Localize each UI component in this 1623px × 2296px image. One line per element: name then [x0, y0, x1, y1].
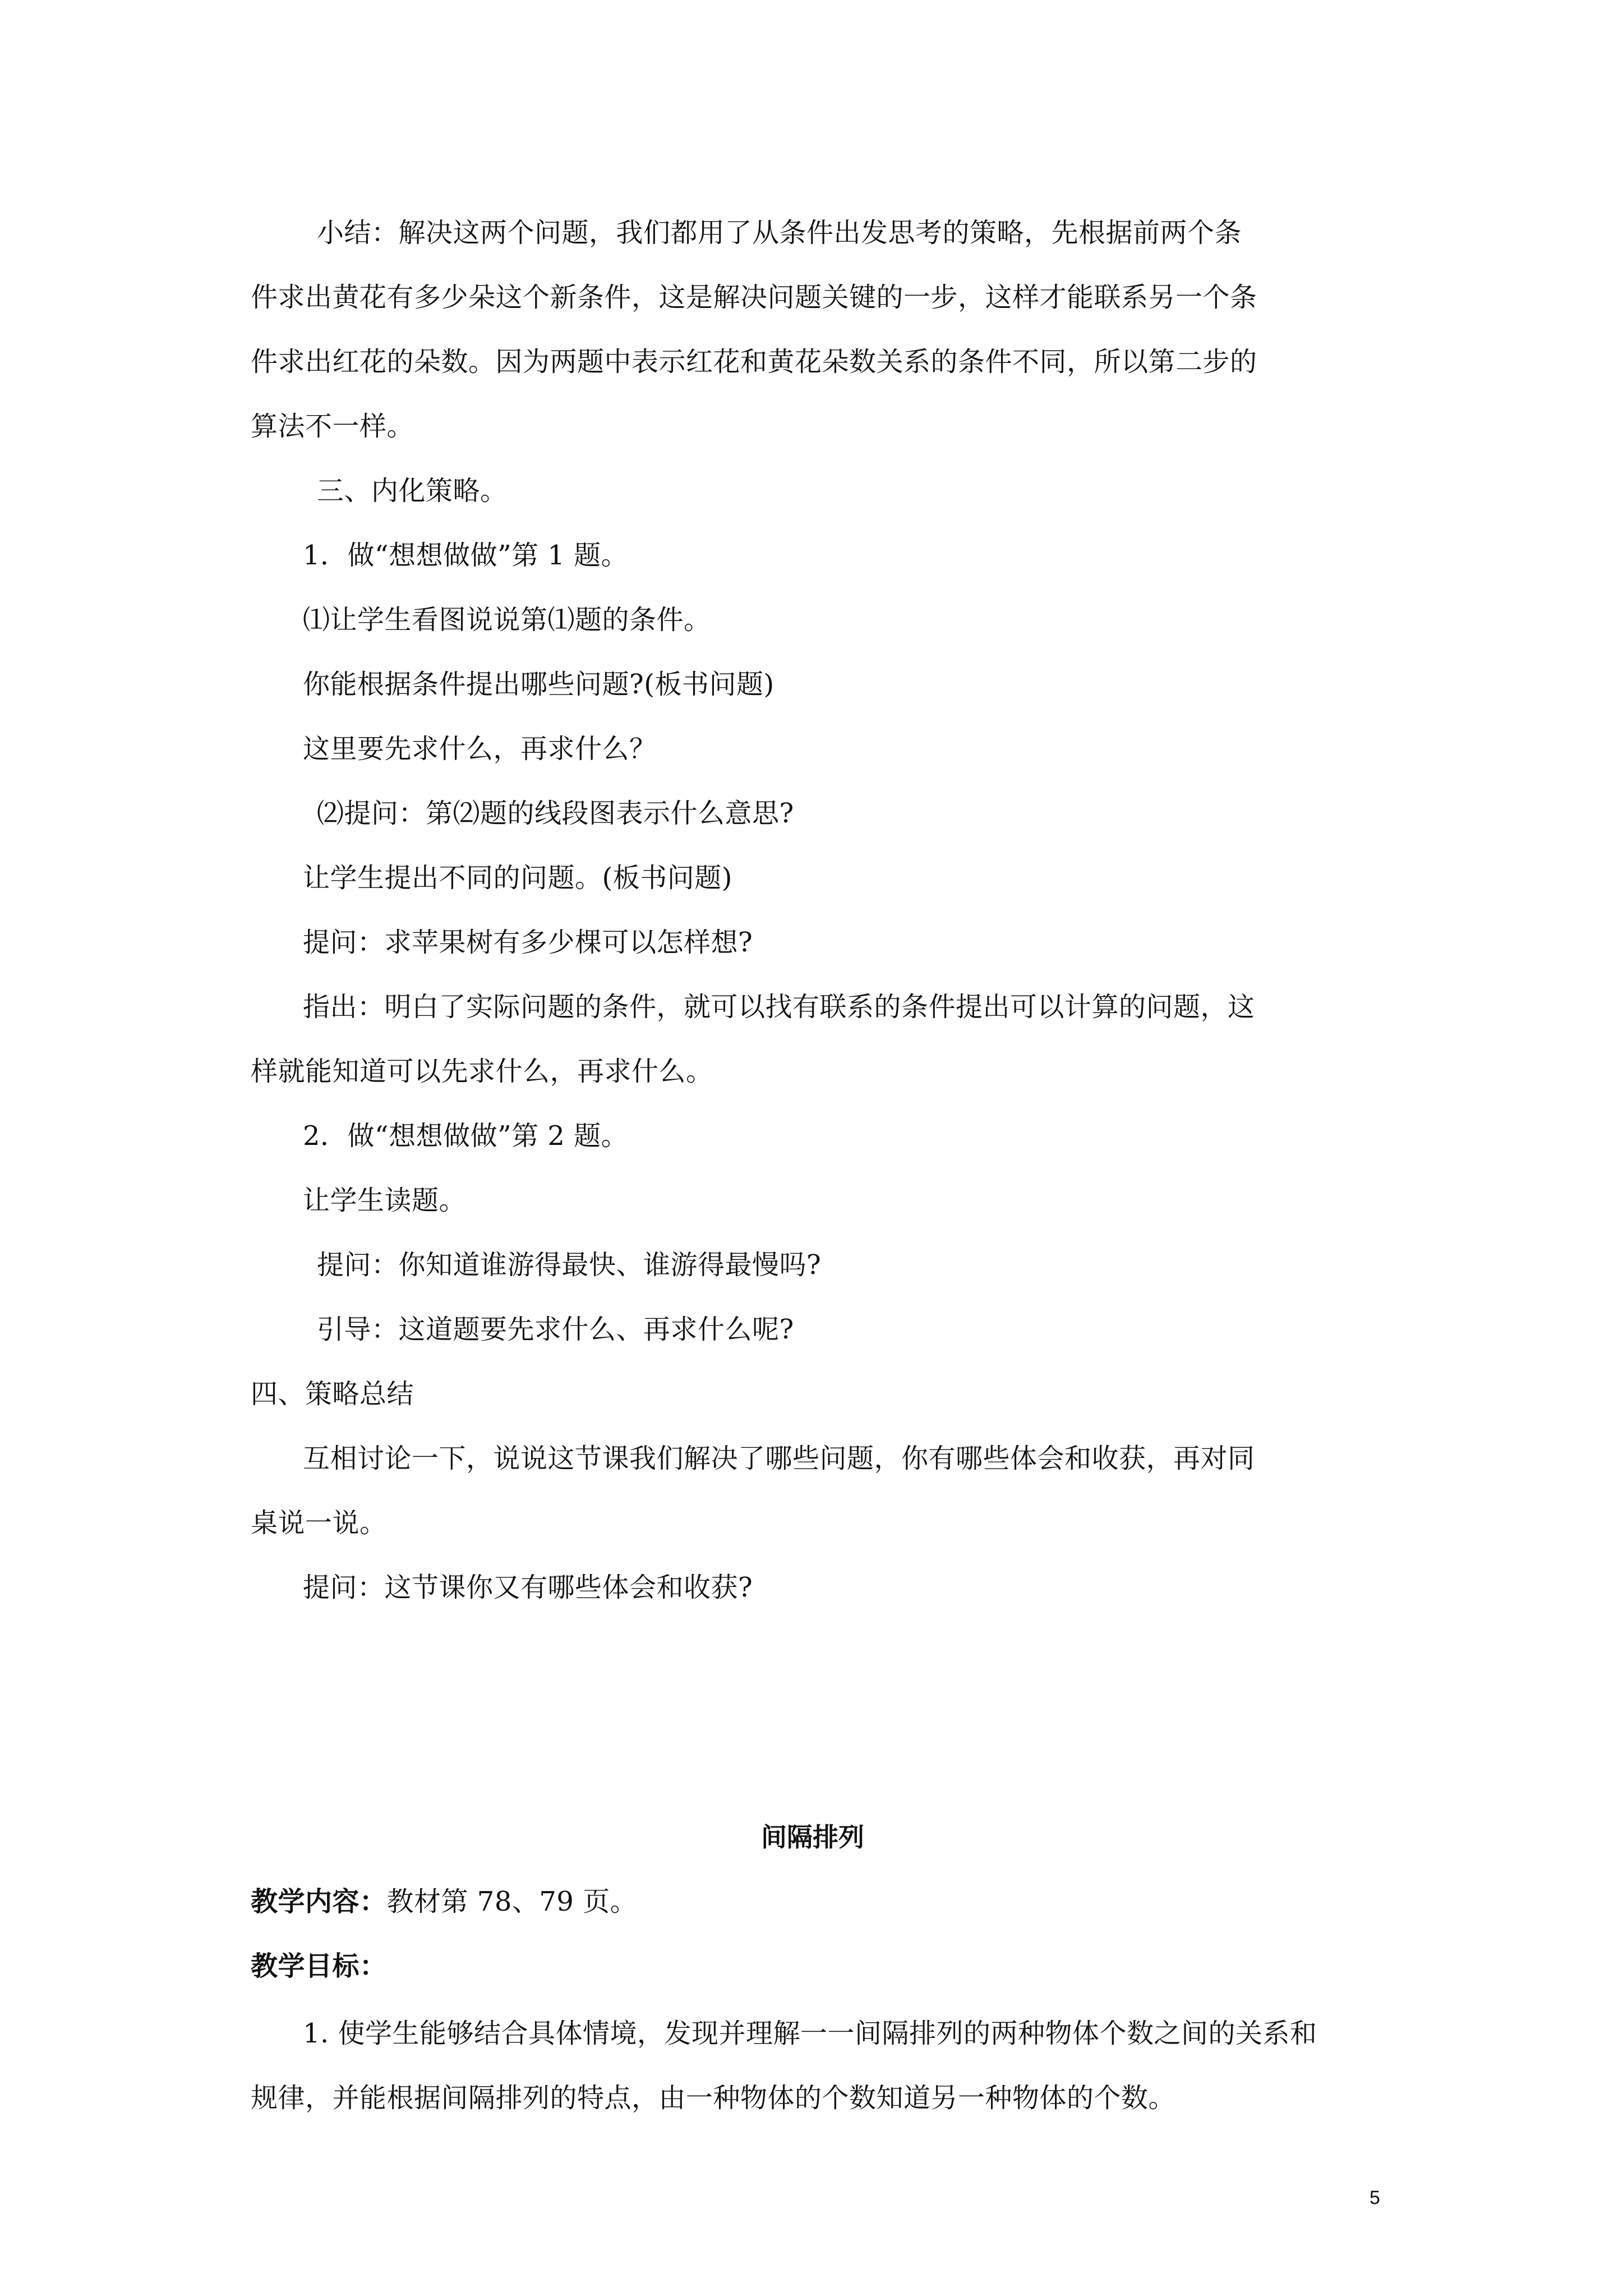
summary-line-3: 件求出红花的朵数。因为两题中表示红花和黄花朵数关系的条件不同，所以第二步的: [251, 346, 1257, 378]
section3-heading: 三、内化策略。: [317, 475, 508, 507]
section3-read: 让学生读题。: [303, 1185, 467, 1216]
section4-line-2: 桌说一说。: [251, 1507, 387, 1539]
section3-guide: 引导：这道题要先求什么、再求什么呢?: [317, 1314, 794, 1345]
section3-q1: ⑴让学生看图说说第⑴题的条件。: [303, 604, 711, 636]
lesson-content-label: 教学内容：: [251, 1886, 387, 1917]
summary-line-2: 件求出黄花有多少朵这个新条件，这是解决问题关键的一步，这样才能联系另一个条: [251, 282, 1257, 313]
section3-q1a: 你能根据条件提出哪些问题?(板书问题): [303, 669, 774, 700]
section3-q2: ⑵提问：第⑵题的线段图表示什么意思?: [317, 798, 794, 829]
lesson-content-value: 教材第 78、79 页。: [386, 1886, 638, 1917]
section3-point-line-1: 指出：明白了实际问题的条件，就可以找有联系的条件提出可以计算的问题，这: [303, 991, 1255, 1023]
lesson-goal1-line-1: 1. 使学生能够结合具体情境，发现并理解一一间隔排列的两种物体个数之间的关系和: [303, 2018, 1317, 2049]
page-number: 5: [1370, 2187, 1380, 2208]
section3-ask: 提问：你知道谁游得最快、谁游得最慢吗?: [317, 1249, 822, 1281]
summary-line-4: 算法不一样。: [251, 411, 414, 442]
section3-q2b: 提问：求苹果树有多少棵可以怎样想?: [303, 927, 753, 958]
section4-line-1: 互相讨论一下，说说这节课我们解决了哪些问题，你有哪些体会和收获，再对同: [303, 1443, 1255, 1474]
section3-q2a: 让学生提出不同的问题。(板书问题): [303, 862, 732, 894]
lesson-goal1-line-2: 规律，并能根据间隔排列的特点，由一种物体的个数知道另一种物体的个数。: [251, 2082, 1176, 2114]
section3-q1b: 这里要先求什么，再求什么？: [303, 733, 657, 765]
section4-heading: 四、策略总结: [251, 1378, 414, 1410]
section3-point-line-2: 样就能知道可以先求什么，再求什么。: [251, 1056, 713, 1087]
section4-ask: 提问：这节课你又有哪些体会和收获?: [303, 1572, 753, 1603]
lesson-title: 间隔排列: [761, 1822, 864, 1852]
lesson-content: [251, 1885, 637, 1918]
summary-line-1: 小结：解决这两个问题，我们都用了从条件出发思考的策略，先根据前两个条: [317, 217, 1242, 249]
section3-item2: 2．做“想想做做”第 2 题。: [303, 1120, 629, 1152]
section3-item1: 1．做“想想做做”第 1 题。: [303, 540, 629, 571]
lesson-goals-label: 教学目标：: [251, 1950, 387, 1982]
